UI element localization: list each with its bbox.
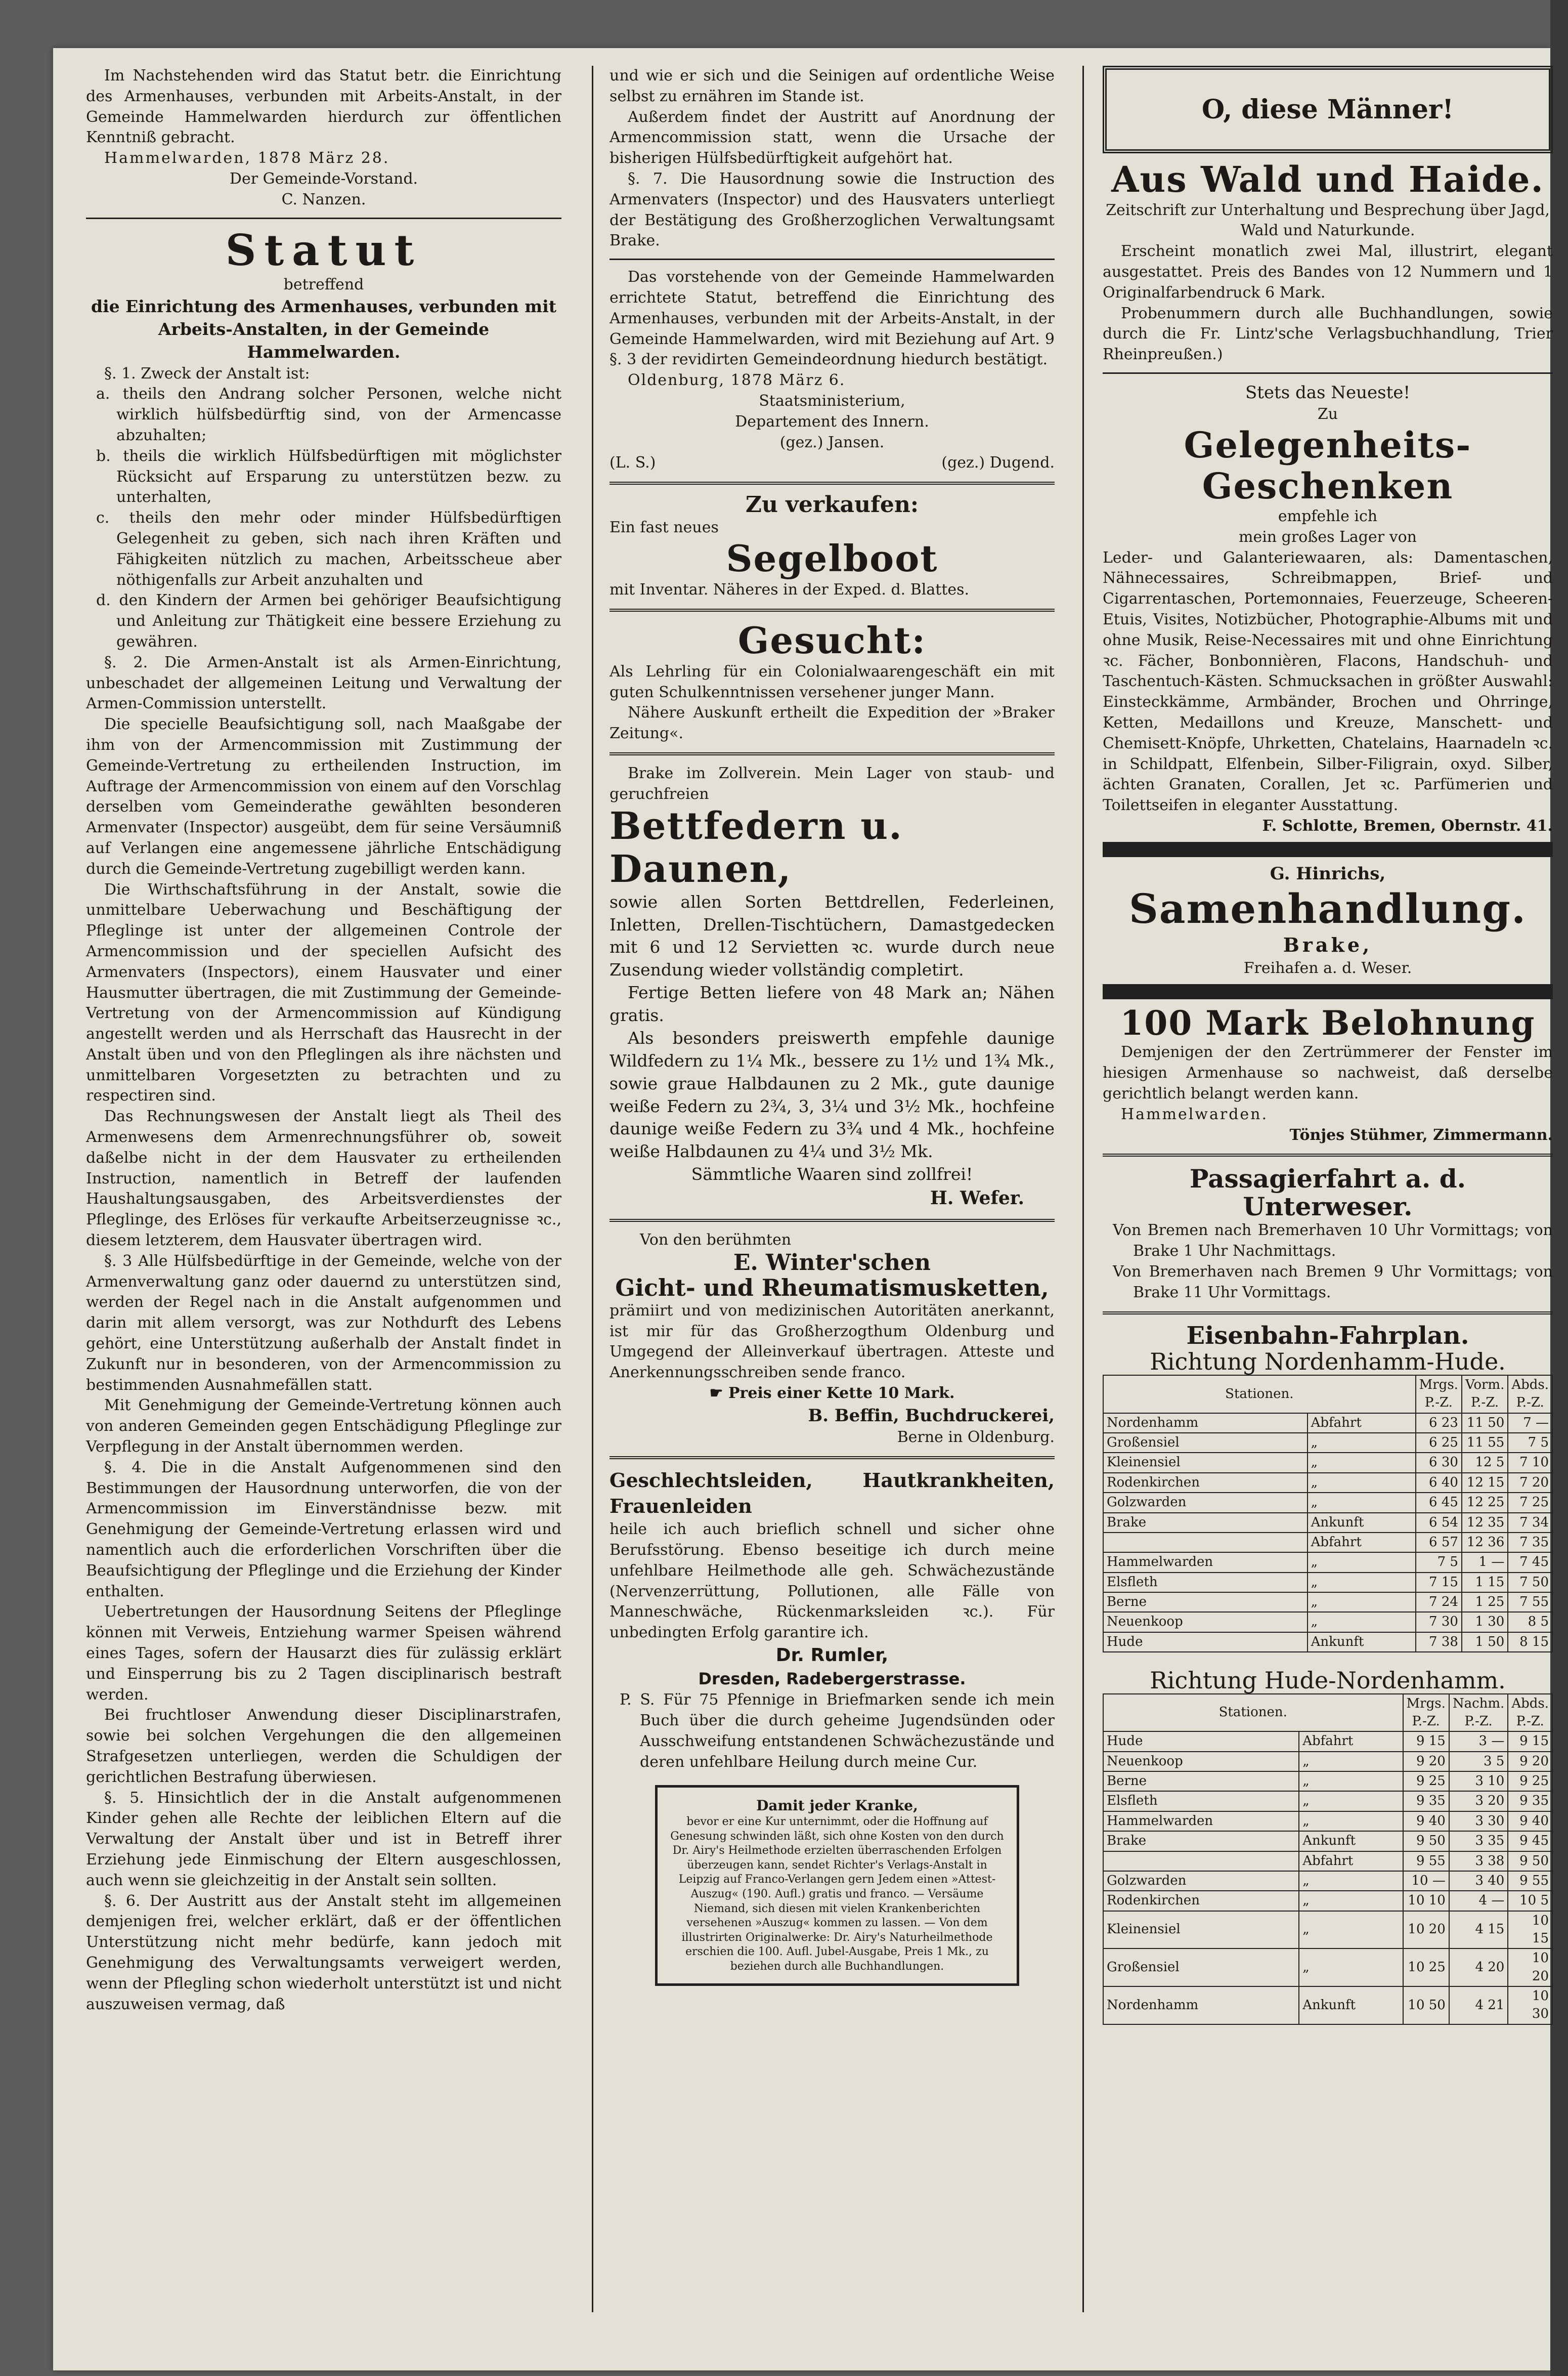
direction-cell: „ bbox=[1299, 1891, 1403, 1911]
table-row bbox=[1103, 1831, 1552, 1851]
time-cell: 3 — bbox=[1449, 1731, 1508, 1751]
paragraph: §. 6. Der Austritt aus der Anstalt steht im allgemeinen demjenigen frei, welcher erklärt, daß er der öffentlichen Unterstützung nicht mehr bedürfe, kann jedoch mit Genehmigung des Verwaltungsamts verweigert werden, wenn der Pflegling schon wiederholt unterstützt ist und nicht auszuweisen vermag, daß bbox=[86, 1892, 561, 2013]
station-cell: Kleinensiel bbox=[1103, 1911, 1299, 1949]
direction-cell: „ bbox=[1299, 1811, 1403, 1831]
wald-samples: Probenummern durch alle Buchhandlungen, sowie durch die Fr. Lintz'sche Verlagsbuchhandlung, Trier Rheinpreußen.) bbox=[1103, 304, 1553, 364]
time-cell: 9 15 bbox=[1403, 1731, 1449, 1751]
column-rule bbox=[1082, 66, 1084, 2312]
wald-text: Erscheint monatlich zwei Mal, illustrirt, elegant ausgestattet. Preis des Bandes von 12 Nummern und 1 Originalfarbendruck 6 Mark. bbox=[1103, 242, 1553, 302]
paragraph: §. 2. Die Armen-Anstalt ist als Armen-Einrichtung, unbeschadet der allgemeinen Leitung und Verwaltung der Armen-Commission unterstellt. bbox=[86, 653, 561, 713]
bedding-signature: H. Wefer. bbox=[930, 1187, 1024, 1209]
table-row bbox=[1103, 1433, 1552, 1453]
time-cell: 10 20 bbox=[1403, 1911, 1449, 1949]
divider bbox=[609, 1456, 1055, 1459]
paragraph: Die Wirthschaftsführung in der Anstalt, sowie die unmittelbare Ueberwachung und Beschäftigung der Pfleglinge ist unter der allgemeinen Controle der Armencommission und der speciellen Aufsicht des Armenvaters (Inspectors), einem Hausvater und einer Hausmutter übertragen, die mit Zustimmung der Gemeinde-Vertretung von der Armencommission auf Kündigung angestellt werden und als Herrschaft das Hausrecht in der Anstalt üben und von den Pfleglingen als ihre nächsten und unmittelbaren Vorgesetzten zu betrachten und zu respectiren sind. bbox=[86, 880, 561, 1105]
pointing-hand-icon: ☛ bbox=[709, 1384, 728, 1402]
intro-date: Hammelwarden, 1878 März 28. bbox=[104, 149, 390, 167]
maenner-text: O, diese Männer! bbox=[1201, 94, 1454, 125]
reward-heading: 100 Mark Belohnung bbox=[1120, 1003, 1536, 1043]
ministry-dept: Departement des Innern. bbox=[735, 412, 929, 431]
table-row bbox=[1103, 1612, 1552, 1632]
table-row bbox=[1103, 1413, 1552, 1433]
station-cell: Großensiel bbox=[1103, 1948, 1299, 1986]
direction-cell: „ bbox=[1308, 1552, 1416, 1572]
time-cell: 6 23 bbox=[1416, 1413, 1462, 1433]
timetable-heading: Eisenbahn-Fahrplan. bbox=[1186, 1321, 1469, 1350]
time-cell: 3 35 bbox=[1449, 1831, 1508, 1851]
item-d: d. den Kindern der Armen bei gehöriger Beaufsichtigung und Anleitung zur Thätigkeit eine bessere Erziehung zu gewähren. bbox=[96, 591, 561, 651]
table-row bbox=[1103, 1473, 1552, 1493]
seal: (L. S.) bbox=[609, 454, 656, 472]
column-header: Nachm. P.-Z. bbox=[1449, 1694, 1508, 1732]
time-cell: 6 25 bbox=[1416, 1433, 1462, 1453]
time-cell: 7 25 bbox=[1508, 1493, 1552, 1512]
paragraph: §. 3 Alle Hülfsbedürftige in der Gemeinde, welche von der Armenverwaltung ganz oder dauernd zu unterstützen sind, werden der Regel nach in die Anstalt aufgenommen und darin mit allem versorgt, was zur Nothdurft des Lebens gehört, eine Unterstützung außerhalb der Anstalt findet in Zukunft nur in besonderen, von der Armencommission zu bestimmenden Ausnahmefällen statt. bbox=[86, 1252, 561, 1394]
doctor-name: Dr. Rumler, bbox=[775, 1644, 889, 1666]
table-row bbox=[1103, 1851, 1552, 1871]
time-cell: 9 45 bbox=[1508, 1831, 1552, 1851]
time-cell: 1 — bbox=[1462, 1552, 1508, 1572]
paragraph: Mit Genehmigung der Gemeinde-Vertretung können auch von anderen Gemeinden gegen Entschädigung Pfleglinge zur Verpflegung in der Anstalt übernommen werden. bbox=[86, 1396, 561, 1456]
bedding-text: sowie allen Sorten Bettdrellen, Federleinen, Inletten, Drellen-Tischtüchern, Damastgedecken mit 6 und 12 Servietten ꝛc. wurde durch neue Zusendung wieder vollständig completirt. bbox=[609, 892, 1055, 980]
table-row bbox=[1103, 1533, 1552, 1552]
time-cell: 7 55 bbox=[1508, 1592, 1552, 1612]
direction-cell: Ankunft bbox=[1299, 1831, 1403, 1851]
sale-detail: mit Inventar. Näheres in der Exped. d. Blattes. bbox=[609, 581, 970, 599]
table-row bbox=[1103, 1752, 1552, 1771]
sale-line: Ein fast neues bbox=[609, 518, 719, 536]
station-cell: Rodenkirchen bbox=[1103, 1891, 1299, 1911]
table-row bbox=[1103, 1986, 1552, 2024]
time-cell: 9 55 bbox=[1508, 1871, 1552, 1891]
direction-cell: Abfahrt bbox=[1308, 1413, 1416, 1433]
signature-dugend: (gez.) Dugend. bbox=[941, 454, 1055, 472]
time-cell: 7 5 bbox=[1508, 1433, 1552, 1453]
hinrichs-heading: Samenhandlung. bbox=[1129, 885, 1527, 933]
confirmation-date: Oldenburg, 1878 März 6. bbox=[628, 371, 846, 390]
direction-cell: „ bbox=[1299, 1871, 1403, 1891]
direction-cell: Ankunft bbox=[1308, 1632, 1416, 1652]
table-row bbox=[1103, 1948, 1552, 1986]
column-ads-right bbox=[1103, 66, 1553, 2025]
time-cell: 9 35 bbox=[1508, 1791, 1552, 1811]
time-cell: 9 20 bbox=[1508, 1752, 1552, 1771]
wald-heading: Aus Wald und Haide. bbox=[1111, 158, 1544, 201]
table-row bbox=[1103, 1871, 1552, 1891]
time-cell: 7 30 bbox=[1416, 1612, 1462, 1632]
column-header: Mrgs. P.-Z. bbox=[1416, 1375, 1462, 1413]
time-cell: 10 15 bbox=[1508, 1911, 1552, 1949]
signature-jansen: (gez.) Jansen. bbox=[779, 433, 885, 451]
station-cell: Brake bbox=[1103, 1513, 1308, 1533]
time-cell: 12 15 bbox=[1462, 1473, 1508, 1493]
paragraph: Außerdem findet der Austritt auf Anordnung der Armencommission statt, wenn die Ursache der bisherigen Hülfsbedürftigkeit aufgehört hat. bbox=[609, 108, 1055, 167]
time-cell: 11 55 bbox=[1462, 1433, 1508, 1453]
bedding-offer: Als besonders preiswerth empfehle daunige Wildfedern zu 1¼ Mk., bessere zu 1½ und 1¾ Mk., sowie graue Halbdaunen zu 2 Mk., gute daunige weiße Federn zu 2¾, 3, 3¼ und 3½ Mk., hochfeine daunige weiße Federn zu 3¾ und 4 Mk., hochfeine weiße Halbdaunen zu 4¼ und 3½ Mk. bbox=[609, 1028, 1055, 1162]
direction-cell: „ bbox=[1308, 1473, 1416, 1493]
table-row bbox=[1103, 1731, 1552, 1751]
gel-zu: Zu bbox=[1317, 405, 1338, 423]
timetable-2-body bbox=[1103, 1731, 1552, 2024]
time-cell: 6 54 bbox=[1416, 1513, 1462, 1533]
table-row bbox=[1103, 1513, 1552, 1533]
item-b: b. theils die wirklich Hülfsbedürftigen mit möglichster Rücksicht auf Ersparung zu unterstützen bezw. zu unterhalten, bbox=[96, 447, 561, 506]
divider bbox=[609, 259, 1055, 260]
time-cell: 9 20 bbox=[1403, 1752, 1449, 1771]
column-header: Abds. P.-Z. bbox=[1508, 1375, 1552, 1413]
divider bbox=[609, 609, 1055, 612]
gicht-seller: B. Beffin, Buchdruckerei, bbox=[808, 1405, 1055, 1426]
station-cell: Neuenkoop bbox=[1103, 1752, 1299, 1771]
time-cell: 9 50 bbox=[1403, 1831, 1449, 1851]
gel-signature: F. Schlotte, Bremen, Obernstr. 41. bbox=[1262, 817, 1553, 835]
table-row bbox=[1103, 1891, 1552, 1911]
direction-cell: Abfahrt bbox=[1308, 1533, 1416, 1552]
direction-cell: „ bbox=[1308, 1453, 1416, 1472]
gel-text: Leder- und Galanteriewaaren, als: Damentaschen, Nähnecessaires, Schreibmappen, Brief- und Cigarrentaschen, Portemonnaies, Feuerzeuge, Scheeren-Etuis, Visites, Notizbücher, Photographie-Albums mit und ohne Musik, Reise-Necessaires mit und ohne Einrichtung ꝛc. Fächer, Bonbonnièren, Flacons, Handschuh- und Taschentuch-Kästen. Schmucksachen in größter Auswahl: Einsteckkämme, Armbänder, Brochen und Ohrringe, Ketten, Medaillons und Kreuze, Manschett- und Chemisett-Knöpfe, Uhrketten, Chatelains, Haarnadeln ꝛc. in Schildpatt, Elfenbein, Silber-Filigrain, oxyd. Silber, ächten Granaten, Corallen, Jet ꝛc. Parfümerien und Toilettseifen in eleganter Ausstattung. bbox=[1103, 548, 1553, 815]
gicht-price bbox=[609, 1383, 1055, 1404]
time-cell: 4 — bbox=[1449, 1891, 1508, 1911]
airy-text: bevor er eine Kur unternimmt, oder die Hoffnung auf Genesung schwinden läßt, sich ohne Kosten von den durch Dr. Airy's Heilmethode erzielten überraschenden Erfolgen überzeugen kann, sendet Richter's Verlags-Anstalt in Leipzig auf Franco-Verlangen gern Jedem einen »Attest-Auszug« (190. Aufl.) gratis und franco. — Versäume Niemand, sich diesen mit vielen Krankenberichten versehenen »Auszug« kommen zu lassen. — Von dem illustrirten Originalwerke: Dr. Airy's Naturheilmethode erschien die 100. Aufl. Jubel-Ausgabe, Preis 1 Mk., zu beziehen durch alle Buchhandlungen. bbox=[670, 1815, 1004, 1973]
column-statute bbox=[86, 66, 561, 2015]
station-cell: Rodenkirchen bbox=[1103, 1473, 1308, 1493]
time-cell: 7 38 bbox=[1416, 1632, 1462, 1652]
time-cell: 9 50 bbox=[1508, 1851, 1552, 1871]
time-cell: 3 20 bbox=[1449, 1791, 1508, 1811]
time-cell: 6 30 bbox=[1416, 1453, 1462, 1472]
seal-line bbox=[609, 453, 1055, 474]
decorative-bar bbox=[1103, 842, 1553, 857]
reward-place: Hammelwarden. bbox=[1121, 1105, 1269, 1123]
column-header: Stationen. bbox=[1103, 1694, 1403, 1732]
column-rule bbox=[592, 66, 593, 2312]
timetable-1 bbox=[1103, 1375, 1553, 1652]
section-1: §. 1. Zweck der Anstalt ist: bbox=[104, 364, 310, 383]
table-header-row bbox=[1103, 1694, 1552, 1732]
direction-cell: Abfahrt bbox=[1299, 1731, 1403, 1751]
passenger-line-1: Von Bremen nach Bremerhaven 10 Uhr Vormittags; von Brake 1 Uhr Nachmittags. bbox=[1113, 1221, 1553, 1260]
intro-signer: C. Nanzen. bbox=[281, 190, 366, 208]
table-row bbox=[1103, 1811, 1552, 1831]
bedding-heading: Bettfedern u. Daunen, bbox=[609, 804, 903, 891]
direction-cell: „ bbox=[1299, 1791, 1403, 1811]
divider bbox=[609, 752, 1055, 755]
time-cell: 7 15 bbox=[1416, 1573, 1462, 1592]
time-cell: 10 20 bbox=[1508, 1948, 1552, 1986]
gicht-brand: E. Winter'schen bbox=[733, 1249, 931, 1276]
station-cell: Elsfleth bbox=[1103, 1791, 1299, 1811]
timetable-2 bbox=[1103, 1693, 1553, 2025]
station-cell: Nordenhamm bbox=[1103, 1413, 1308, 1433]
time-cell: 3 40 bbox=[1449, 1871, 1508, 1891]
time-cell: 12 5 bbox=[1462, 1453, 1508, 1472]
sale-item: Segelboot bbox=[726, 537, 938, 580]
direction-cell: „ bbox=[1308, 1612, 1416, 1632]
timetable-1-title: Richtung Nordenhamm-Hude. bbox=[1150, 1348, 1506, 1376]
time-cell: 10 — bbox=[1403, 1871, 1449, 1891]
time-cell: 11 50 bbox=[1462, 1413, 1508, 1433]
time-cell: 12 35 bbox=[1462, 1513, 1508, 1533]
time-cell: 4 21 bbox=[1449, 1986, 1508, 2024]
table-row bbox=[1103, 1911, 1552, 1949]
time-cell: 10 10 bbox=[1403, 1891, 1449, 1911]
geschl-heading: Geschlechtsleiden, Hautkrankheiten, Frauenleiden bbox=[609, 1468, 1055, 1518]
paragraph: Uebertretungen der Hausordnung Seitens der Pfleglinge können mit Verweis, Entziehung warmer Speisen während eines Tages, sofern der Hausarzt dies für zulässig erklärt und Einsperrung bis zu 2 Tagen disciplinarisch bestraft werden. bbox=[86, 1603, 561, 1704]
column-ads-middle bbox=[609, 66, 1055, 1986]
bedding-intro: Brake im Zollverein. Mein Lager von staub- und geruchfreien bbox=[609, 764, 1055, 803]
direction-cell: „ bbox=[1308, 1592, 1416, 1612]
passenger-heading: Passagierfahrt a. d. Unterweser. bbox=[1189, 1164, 1466, 1222]
geschl-text: heile ich auch brieflich schnell und sicher ohne Berufsstörung. Ebenso beseitige ich durch meine unfehlbare Heilmethode alle geh. Schwächezustände (Nervenzerrüttung, Pollutionen, alle Fälle von Manneschwäche, Rückenmarksleiden ꝛc.). Für unbedingten Erfolg garantire ich. bbox=[609, 1520, 1055, 1642]
station-cell bbox=[1103, 1851, 1299, 1871]
timetable-2-title: Richtung Hude-Nordenhamm. bbox=[1150, 1667, 1506, 1694]
time-cell: 3 38 bbox=[1449, 1851, 1508, 1871]
time-cell: 9 35 bbox=[1403, 1791, 1449, 1811]
ministry: Staatsministerium, bbox=[759, 392, 905, 410]
table-row bbox=[1103, 1453, 1552, 1472]
station-cell: Berne bbox=[1103, 1592, 1308, 1612]
gel-sub1: empfehle ich bbox=[1278, 507, 1378, 526]
table-header-row bbox=[1103, 1375, 1552, 1413]
time-cell: 12 36 bbox=[1462, 1533, 1508, 1552]
station-cell: Hammelwarden bbox=[1103, 1811, 1299, 1831]
time-cell: 7 50 bbox=[1508, 1573, 1552, 1592]
time-cell: 3 30 bbox=[1449, 1811, 1508, 1831]
airy-ad-box bbox=[655, 1785, 1019, 1986]
wanted-info: Nähere Auskunft ertheilt die Expedition der »Braker Zeitung«. bbox=[609, 704, 1055, 743]
maenner-box bbox=[1103, 66, 1553, 153]
decorative-bar bbox=[1103, 984, 1553, 999]
item-c: c. theils den mehr oder minder Hülfsbedürftigen Gelegenheit zu geben, sich nach ihren Kräften und Fähigkeiten nützlich zu machen, Arbeitsscheue aber nöthigenfalls zur Arbeit anzuhalten und bbox=[96, 509, 561, 589]
direction-cell: Abfahrt bbox=[1299, 1851, 1403, 1871]
direction-cell: „ bbox=[1308, 1573, 1416, 1592]
reward-signature: Tönjes Stühmer, Zimmermann. bbox=[1289, 1126, 1553, 1144]
station-cell: Nordenhamm bbox=[1103, 1986, 1299, 2024]
confirmation-text: Das vorstehende von der Gemeinde Hammelwarden errichtete Statut, betreffend die Einrichtung des Armenhauses, verbunden mit der Arbeits-Anstalt, in der Gemeinde Hammelwarden, wird mit Beziehung auf Art. 9 §. 3 der revidirten Gemeindeordnung hiedurch bestätigt. bbox=[609, 268, 1055, 369]
time-cell: 1 25 bbox=[1462, 1592, 1508, 1612]
paragraph: Die specielle Beaufsichtigung soll, nach Maaßgabe der ihm von der Armencommission mit Zustimmung der Gemeinde-Vertretung zu ertheilenden Instruction, im Auftrage der Armencommission von einem auf den Vorschlag derselben vom Gemeinderathe gewählten besonderen Armenvater (Inspector) ausgeübt, dem für seine Versäumniß auf Verlangen eine angemessene jährliche Entschädigung durch die Gemeinde-Vertretung zugebilligt werden kann. bbox=[86, 715, 561, 878]
direction-cell: Ankunft bbox=[1299, 1986, 1403, 2024]
time-cell: 10 25 bbox=[1403, 1948, 1449, 1986]
hinrichs-address: Freihafen a. d. Weser. bbox=[1243, 959, 1412, 977]
time-cell: 7 — bbox=[1508, 1413, 1552, 1433]
time-cell: 9 40 bbox=[1508, 1811, 1552, 1831]
gicht-price-text: Preis einer Kette 10 Mark. bbox=[728, 1384, 955, 1402]
table-row bbox=[1103, 1771, 1552, 1791]
time-cell: 7 10 bbox=[1508, 1453, 1552, 1472]
gel-sub2: mein großes Lager von bbox=[1239, 528, 1417, 546]
wald-subtitle: Zeitschrift zur Unterhaltung und Besprechung über Jagd, Wald und Naturkunde. bbox=[1106, 201, 1550, 240]
time-cell: 6 57 bbox=[1416, 1533, 1462, 1552]
station-cell: Großensiel bbox=[1103, 1433, 1308, 1453]
table-row bbox=[1103, 1632, 1552, 1652]
scan-edge bbox=[1550, 0, 1568, 2376]
paragraph: §. 4. Die in die Anstalt Aufgenommenen sind den Bestimmungen der Hausordnung unterworfen, die von der Armencommission im Einverständnisse bezw. mit Genehmigung der Gemeinde-Vertretung erlassen wird und namentlich auch die erforderlichen Vorschriften über die Beaufsichtigung der Pfleglinge und die Erziehung der Kinder enthalten. bbox=[86, 1458, 561, 1600]
time-cell: 3 10 bbox=[1449, 1771, 1508, 1791]
divider bbox=[609, 482, 1055, 485]
station-cell: Kleinensiel bbox=[1103, 1453, 1308, 1472]
time-cell: 9 40 bbox=[1403, 1811, 1449, 1831]
direction-cell: „ bbox=[1299, 1771, 1403, 1791]
time-cell: 7 34 bbox=[1508, 1513, 1552, 1533]
direction-cell: „ bbox=[1299, 1948, 1403, 1986]
wanted-heading: Gesucht: bbox=[737, 618, 927, 662]
time-cell: 8 15 bbox=[1508, 1632, 1552, 1652]
statute-betreffend: betreffend bbox=[283, 276, 364, 294]
station-cell: Berne bbox=[1103, 1771, 1299, 1791]
passenger-line-2: Von Bremerhaven nach Bremen 9 Uhr Vormittags; von Brake 11 Uhr Vormittags. bbox=[1113, 1263, 1553, 1301]
divider bbox=[609, 1219, 1055, 1222]
postscript: P. S. Für 75 Pfennige in Briefmarken sende ich mein Buch über die durch geheime Jugendsünden oder Ausschweifung entstandenen Schwächezustände und deren unfehlbare Heilung durch meine Cur. bbox=[620, 1691, 1055, 1771]
time-cell: 7 45 bbox=[1508, 1552, 1552, 1572]
time-cell: 9 25 bbox=[1508, 1771, 1552, 1791]
divider bbox=[1103, 1311, 1553, 1314]
station-cell: Golzwarden bbox=[1103, 1493, 1308, 1512]
gicht-heading: Gicht- und Rheumatismusketten, bbox=[615, 1274, 1049, 1302]
time-cell: 3 5 bbox=[1449, 1752, 1508, 1771]
table-row bbox=[1103, 1573, 1552, 1592]
direction-cell: „ bbox=[1299, 1752, 1403, 1771]
divider bbox=[1103, 1154, 1553, 1157]
station-cell: Hude bbox=[1103, 1731, 1299, 1751]
time-cell: 1 15 bbox=[1462, 1573, 1508, 1592]
station-cell: Golzwarden bbox=[1103, 1871, 1299, 1891]
gicht-intro: Von den berühmten bbox=[640, 1231, 792, 1249]
statute-title: Statut bbox=[225, 225, 422, 275]
column-header: Stationen. bbox=[1103, 1375, 1416, 1413]
table-row bbox=[1103, 1791, 1552, 1811]
station-cell bbox=[1103, 1533, 1308, 1552]
time-cell: 9 25 bbox=[1403, 1771, 1449, 1791]
intro-text: Im Nachstehenden wird das Statut betr. die Einrichtung des Armenhauses, verbunden mit Arbeits-Anstalt, in der Gemeinde Hammelwarden hierdurch zur öffentlichen Kenntniß gebracht. bbox=[86, 67, 561, 147]
direction-cell: „ bbox=[1308, 1433, 1416, 1453]
time-cell: 7 35 bbox=[1508, 1533, 1552, 1552]
column-header: Vorm. P.-Z. bbox=[1462, 1375, 1508, 1413]
station-cell: Brake bbox=[1103, 1831, 1299, 1851]
time-cell: 12 25 bbox=[1462, 1493, 1508, 1512]
item-a: a. theils den Andrang solcher Personen, welche nicht wirklich hülfsbedürftig sind, von der Armencasse abzuhalten; bbox=[96, 385, 561, 444]
paragraph: Das Rechnungswesen der Anstalt liegt als Theil des Armenwesens dem Armenrechnungsführer ob, soweit daßelbe nicht in der dem Hausvater zu ertheilenden Instruction, namentlich in Betreff der laufenden Haushaltungsausgaben, des Arbeitsverdienstes der Pfleglinge, des Erlöses für verkaufte Arbeitserzeugnisse ꝛc., diesem letzterem, dem Hausvater übertragen wird. bbox=[86, 1108, 561, 1250]
station-cell: Hude bbox=[1103, 1632, 1308, 1652]
station-cell: Hammelwarden bbox=[1103, 1552, 1308, 1572]
station-cell: Neuenkoop bbox=[1103, 1612, 1308, 1632]
reward-text: Demjenigen der den Zertrümmerer der Fenster im hiesigen Armenhause so nachweist, daß derselbe gerichtlich belangt werden kann. bbox=[1103, 1043, 1553, 1103]
time-cell: 10 5 bbox=[1508, 1891, 1552, 1911]
column-header: Mrgs. P.-Z. bbox=[1403, 1694, 1449, 1732]
bedding-dutyfree: Sämmtliche Waaren sind zollfrei! bbox=[691, 1164, 973, 1184]
time-cell: 1 30 bbox=[1462, 1612, 1508, 1632]
time-cell: 9 15 bbox=[1508, 1731, 1552, 1751]
paragraph: §. 5. Hinsichtlich der in die Anstalt aufgenommenen Kinder gehen alle Rechte der leiblichen Eltern auf die Verwaltung der Anstalt über und ist in Betreff ihrer Erziehung jede Einmischung der Eltern ausgeschlossen, auch wenn sie gleichzeitig in der Anstalt sein sollten. bbox=[86, 1789, 561, 1889]
wanted-text: Als Lehrling für ein Colonialwaarengeschäft ein mit guten Schulkenntnissen versehener junger Mann. bbox=[609, 662, 1055, 701]
statute-continuation: und wie er sich und die Seinigen auf ordentliche Weise selbst zu ernähren im Stande ist. bbox=[609, 67, 1055, 105]
time-cell: 7 24 bbox=[1416, 1592, 1462, 1612]
table-row bbox=[1103, 1493, 1552, 1512]
time-cell: 4 20 bbox=[1449, 1948, 1508, 1986]
doctor-address: Dresden, Radebergerstrasse. bbox=[698, 1669, 966, 1688]
bedding-prices: Fertige Betten liefere von 48 Mark an; Nähen gratis. bbox=[609, 983, 1055, 1026]
intro-board: Der Gemeinde-Vorstand. bbox=[229, 169, 418, 188]
direction-cell: „ bbox=[1299, 1911, 1403, 1949]
table-row bbox=[1103, 1592, 1552, 1612]
timetable-1-body bbox=[1103, 1413, 1552, 1652]
hinrichs-city: Brake, bbox=[1283, 934, 1373, 957]
direction-cell: „ bbox=[1308, 1493, 1416, 1512]
stets-line: Stets das Neueste! bbox=[1245, 383, 1411, 403]
statute-subtitle: die Einrichtung des Armenhauses, verbunden mit Arbeits-Anstalten, in der Gemeinde Hammelwarden. bbox=[91, 296, 556, 362]
time-cell: 9 55 bbox=[1403, 1851, 1449, 1871]
gicht-text: prämiirt und von medizinischen Autoritäten anerkannt, ist mir für das Großherzogthum Oldenburg und Umgegend der Alleinverkauf übertragen. Atteste und Anerkennungsschreiben sende franco. bbox=[609, 1301, 1055, 1382]
gicht-place: Berne in Oldenburg. bbox=[897, 1428, 1055, 1447]
time-cell: 10 50 bbox=[1403, 1986, 1449, 2024]
time-cell: 1 50 bbox=[1462, 1632, 1508, 1652]
station-cell: Elsfleth bbox=[1103, 1573, 1308, 1592]
divider bbox=[86, 218, 561, 219]
paragraph: §. 7. Die Hausordnung sowie die Instruction des Armenvaters (Inspector) und des Hausvaters unterliegt der Bestätigung des Großherzoglichen Verwaltungsamt Brake. bbox=[609, 169, 1055, 250]
hinrichs-name: G. Hinrichs, bbox=[1270, 863, 1386, 884]
time-cell: 6 45 bbox=[1416, 1493, 1462, 1512]
time-cell: 10 30 bbox=[1508, 1986, 1552, 2024]
time-cell: 7 5 bbox=[1416, 1552, 1462, 1572]
divider bbox=[1103, 372, 1553, 374]
time-cell: 6 40 bbox=[1416, 1473, 1462, 1493]
time-cell: 7 20 bbox=[1508, 1473, 1552, 1493]
column-header: Abds. P.-Z. bbox=[1508, 1694, 1552, 1732]
sale-heading: Zu verkaufen: bbox=[745, 492, 919, 518]
table-row bbox=[1103, 1552, 1552, 1572]
paragraph: Bei fruchtloser Anwendung dieser Disciplinarstrafen, sowie bei solchen Vergehungen die den allgemeinen Strafgesetzen unterliegen, werden die Schuldigen der gerichtlichen Bestrafung überwiesen. bbox=[86, 1706, 561, 1786]
direction-cell: Ankunft bbox=[1308, 1513, 1416, 1533]
time-cell: 4 15 bbox=[1449, 1911, 1508, 1949]
gel-heading: Gelegenheits-Geschenken bbox=[1184, 424, 1472, 507]
airy-heading: Damit jeder Kranke, bbox=[756, 1797, 918, 1814]
time-cell: 8 5 bbox=[1508, 1612, 1552, 1632]
